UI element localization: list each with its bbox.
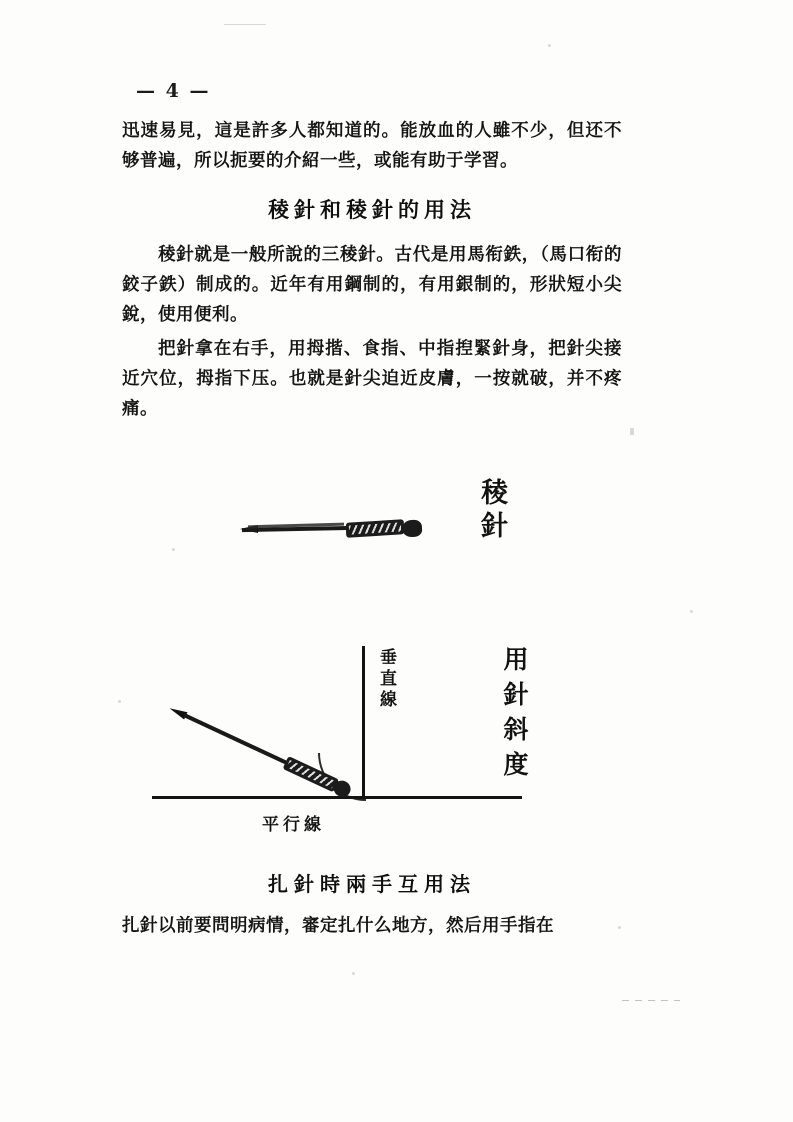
scan-artifact	[690, 610, 693, 613]
figure-needle-angle	[122, 628, 622, 858]
page-number: — 4 —	[136, 80, 211, 102]
horizontal-line-label: 平行線	[262, 815, 325, 835]
needle-knob	[401, 519, 422, 537]
scan-artifact	[630, 428, 634, 435]
vertical-line-label: 垂直線	[376, 648, 396, 711]
figure-caption: 扎針時兩手互用法	[268, 872, 476, 896]
scan-artifact	[224, 24, 266, 25]
section-title: 稜針和稜針的用法	[268, 197, 476, 222]
figure-label-needle: 稜針	[476, 478, 507, 544]
scan-artifact	[622, 1000, 680, 1001]
scan-artifact	[548, 44, 551, 47]
scan-artifact	[118, 700, 121, 703]
page-content	[122, 80, 622, 945]
horizontal-axis-line	[152, 796, 522, 799]
scan-artifact	[352, 972, 355, 975]
intro-paragraph: 迅速易見，這是許多人都知道的。能放血的人雖不少，但还不够普遍，所以扼要的介紹一些，或能有助于学習。	[122, 121, 622, 171]
body-paragraph-1: 稜針就是一般所說的三稜針。古代是用馬衔鉄，（馬口衔的鉸子鉄）制成的。近年有用鋼制的，有用銀制的，形狀短小尖銳，使用便利。	[122, 245, 622, 325]
closing-paragraph: 扎針以前要問明病情，審定扎什么地方，然后用手指在	[122, 916, 554, 936]
needle-illustration	[242, 520, 422, 536]
needle-handle	[346, 519, 404, 538]
figure-three-edged-needle	[122, 468, 622, 618]
needle-shaft	[183, 713, 293, 767]
figure-label-needle-angle: 用針斜度	[500, 646, 529, 786]
body-paragraph-2: 把針拿在右手，用拇揩、食指、中指揑緊針身，把針尖接近穴位，拇指下压。也就是針尖迫近皮膚，一按就破，并不疼痛。	[122, 339, 622, 419]
